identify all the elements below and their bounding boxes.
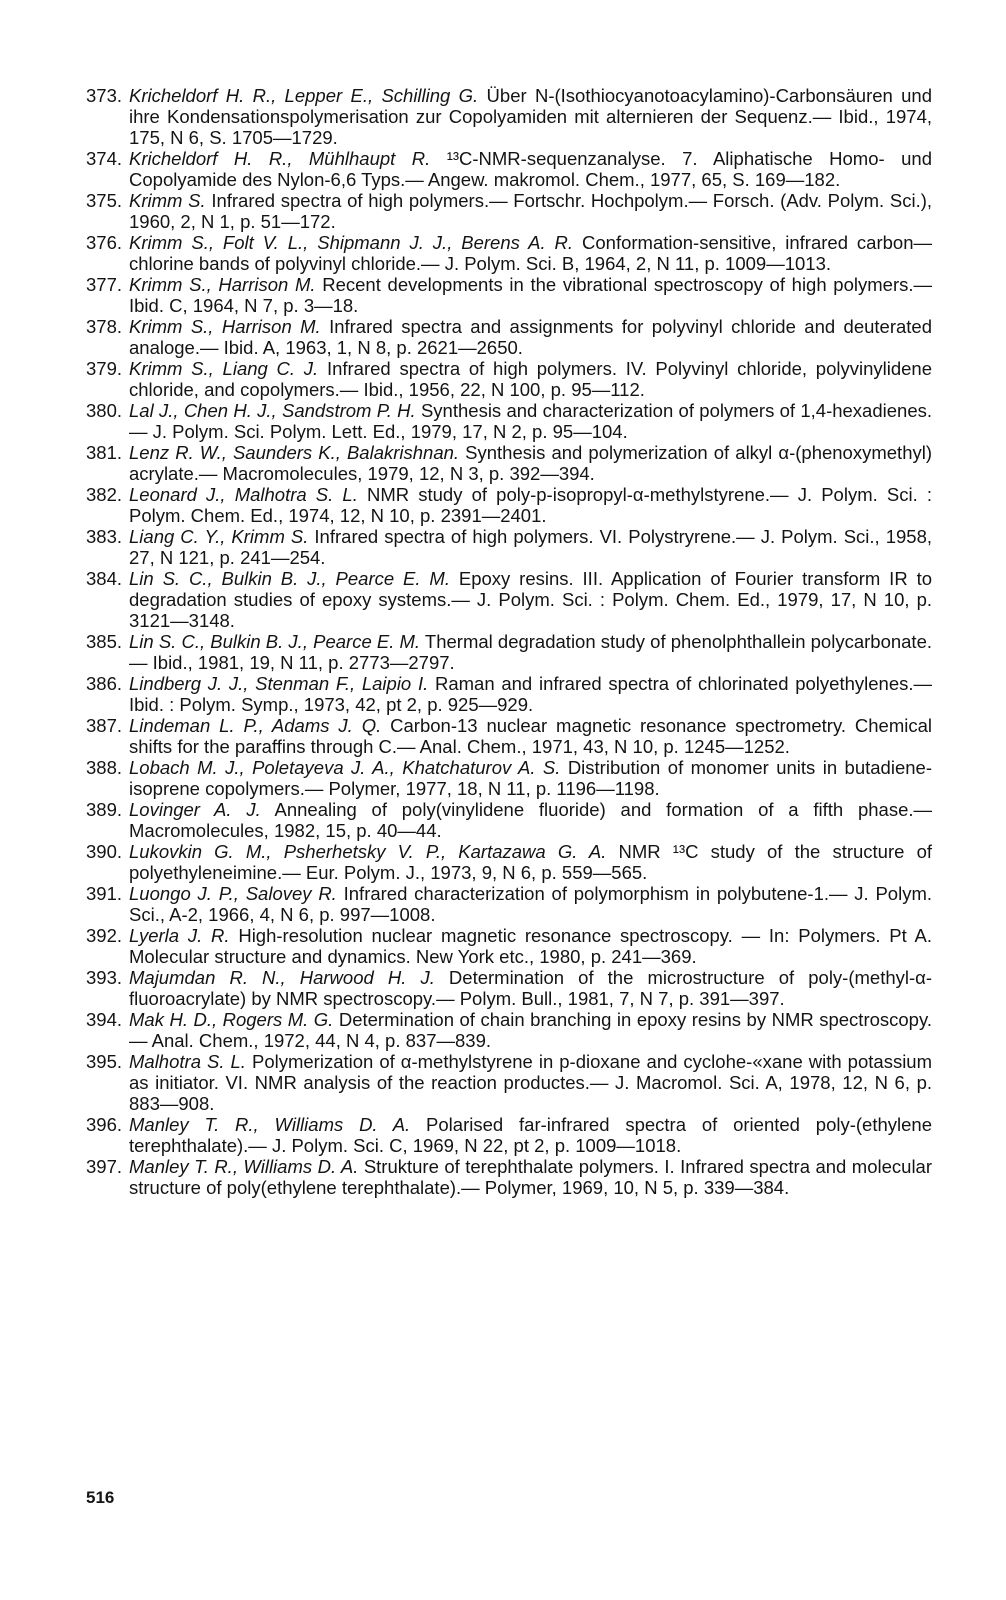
reference-authors: Lindberg J. J., Stenman F., Laipio I. <box>129 673 429 694</box>
reference-number: 397. <box>86 1156 123 1177</box>
reference-authors: Krimm S., Harrison M. <box>129 316 321 337</box>
reference-text: Polarised far-infrared spectra of oriented poly-(ethylene terephthalate).— J. Polym. Sci. C, 1969, N 22, pt 2, p. 1009—1018. <box>129 1114 932 1156</box>
reference-authors: Manley T. R., Williams D. A. <box>129 1114 411 1135</box>
reference-entry <box>86 1114 932 1156</box>
reference-number: 375. <box>86 190 123 211</box>
reference-text: Distribution of monomer units in butadiene-isoprene copolymers.— Polymer, 1977, 18, N 11, p. 1196—1198. <box>129 757 932 799</box>
reference-text: Recent developments in the vibrational spectroscopy of high polymers.— Ibid. C, 1964, N 7, p. 3—18. <box>129 274 932 316</box>
reference-authors: Malhotra S. L. <box>129 1051 246 1072</box>
reference-text: Determination of the microstructure of poly-(methyl-α-fluoroacrylate) by NMR spectroscopy.— Polym. Bull., 1981, 7, N 7, p. 391—397. <box>129 967 932 1009</box>
reference-entry <box>86 925 932 967</box>
reference-authors: Krimm S., Harrison M. <box>129 274 316 295</box>
reference-authors: Majumdan R. N., Harwood H. J. <box>129 967 435 988</box>
reference-text: High-resolution nuclear magnetic resonance spectroscopy. — In: Polymers. Pt A. Molecular structure and dynamics. New York etc., 1980, p. 241—369. <box>129 925 932 967</box>
reference-text: Infrared spectra and assignments for polyvinyl chloride and deuterated analoge.— Ibid. A, 1963, 1, N 8, p. 2621—2650. <box>129 316 932 358</box>
reference-entry <box>86 232 932 274</box>
reference-entry <box>86 274 932 316</box>
reference-entry <box>86 841 932 883</box>
reference-number: 377. <box>86 274 123 295</box>
reference-number: 395. <box>86 1051 123 1072</box>
reference-authors: Lovinger A. J. <box>129 799 261 820</box>
reference-number: 374. <box>86 148 123 169</box>
reference-number: 381. <box>86 442 123 463</box>
reference-text: Über N-(Isothiocyanotoacylamino)-Carbonsäuren und ihre Kondensationspolymerisation zur Copolyamiden mit alternieren der Sequenz.— Ibid., 1974, 175, N 6, S. 1705—1729. <box>129 85 933 148</box>
reference-entry <box>86 85 932 148</box>
reference-entry <box>86 484 932 526</box>
reference-text: Synthesis and characterization of polymers of 1,4-hexadienes.— J. Polym. Sci. Polym. Lett. Ed., 1979, 17, N 2, p. 95—104. <box>129 400 933 442</box>
reference-entry <box>86 631 932 673</box>
reference-entry <box>86 673 932 715</box>
reference-number: 385. <box>86 631 123 652</box>
reference-number: 373. <box>86 85 123 106</box>
reference-number: 390. <box>86 841 123 862</box>
reference-authors: Lal J., Chen H. J., Sandstrom P. H. <box>129 400 416 421</box>
reference-number: 393. <box>86 967 123 988</box>
reference-authors: Lobach M. J., Poletayeva J. A., Khatchaturov A. S. <box>129 757 561 778</box>
reference-text: Epoxy resins. III. Application of Fourier transform IR to degradation studies of epoxy systems.— J. Polym. Sci. : Polym. Chem. Ed., 1979, 17, N 10, p. 3121—3148. <box>129 568 933 631</box>
reference-authors: Lin S. C., Bulkin B. J., Pearce E. M. <box>129 568 450 589</box>
reference-entry <box>86 757 932 799</box>
reference-authors: Kricheldorf H. R., Mühlhaupt R. <box>129 148 431 169</box>
reference-number: 386. <box>86 673 123 694</box>
reference-number: 380. <box>86 400 123 421</box>
reference-authors: Mak H. D., Rogers M. G. <box>129 1009 334 1030</box>
reference-entry <box>86 442 932 484</box>
reference-number: 379. <box>86 358 123 379</box>
reference-number: 391. <box>86 883 123 904</box>
page-number: 516 <box>86 1488 115 1507</box>
reference-authors: Krimm S., Liang C. J. <box>129 358 319 379</box>
reference-entry <box>86 316 932 358</box>
reference-entry <box>86 148 932 190</box>
reference-entry <box>86 400 932 442</box>
reference-number: 388. <box>86 757 123 778</box>
reference-authors: Manley T. R., Williams D. A. <box>129 1156 359 1177</box>
reference-text: Strukture of terephthalate polymers. I. Infrared spectra and molecular structure of poly(ethylene terephthalate).— Polymer, 1969, 10, N 5, p. 339—384. <box>129 1156 932 1198</box>
reference-number: 376. <box>86 232 123 253</box>
reference-number: 392. <box>86 925 123 946</box>
reference-number: 382. <box>86 484 123 505</box>
reference-number: 378. <box>86 316 123 337</box>
reference-number: 387. <box>86 715 123 736</box>
reference-number: 394. <box>86 1009 123 1030</box>
reference-text: Polymerization of α-methylstyrene in p-dioxane and cyclohe-«xane with potassium as initiator. VI. NMR analysis of the reaction productes.— J. Macromol. Sci. A, 1978, 12, N 6, p. 883—908. <box>129 1051 932 1114</box>
reference-authors: Krimm S., Folt V. L., Shipmann J. J., Berens A. R. <box>129 232 574 253</box>
reference-entry <box>86 358 932 400</box>
reference-authors: Lin S. C., Bulkin B. J., Pearce E. M. <box>129 631 421 652</box>
reference-text: Synthesis and polymerization of alkyl α-(phenoxymethyl) acrylate.— Macromolecules, 1979, 12, N 3, p. 392—394. <box>129 442 932 484</box>
reference-entry <box>86 568 932 631</box>
reference-text: Infrared spectra of high polymers.— Fortschr. Hochpolym.— Forsch. (Adv. Polym. Sci.), 1960, 2, N 1, p. 51—172. <box>129 190 933 232</box>
reference-entry <box>86 190 932 232</box>
reference-text: Annealing of poly(vinylidene fluoride) and formation of a fifth phase.— Macromolecules, 1982, 15, p. 40—44. <box>129 799 932 841</box>
reference-text: Determination of chain branching in epoxy resins by NMR spectroscopy.— Anal. Chem., 1972, 44, N 4, p. 837—839. <box>129 1009 932 1051</box>
reference-entry <box>86 526 932 568</box>
reference-text: Thermal degradation study of phenolphthallein polycarbonate.— Ibid., 1981, 19, N 11, p. 2773—2797. <box>129 631 933 673</box>
reference-text: ¹³C-NMR-sequenzanalyse. 7. Aliphatische Homo- und Copolyamide des Nylon-6,6 Typs.— Angew. makromol. Chem., 1977, 65, S. 169—182. <box>129 148 932 190</box>
reference-text: Infrared spectra of high polymers. VI. Polystryrene.— J. Polym. Sci., 1958, 27, N 121, p. 241—254. <box>129 526 933 568</box>
reference-authors: Leonard J., Malhotra S. L. <box>129 484 358 505</box>
reference-text: NMR ¹³C study of the structure of polyethyleneimine.— Eur. Polym. J., 1973, 9, N 6, p. 559—565. <box>129 841 932 883</box>
reference-list <box>86 85 932 1198</box>
reference-text: Conformation-sensitive, infrared carbon—chlorine bands of polyvinyl chloride.— J. Polym. Sci. B, 1964, 2, N 11, p. 1009—1013. <box>129 232 932 274</box>
reference-entry <box>86 883 932 925</box>
reference-authors: Lindeman L. P., Adams J. Q. <box>129 715 382 736</box>
reference-entry <box>86 1009 932 1051</box>
reference-entry <box>86 715 932 757</box>
reference-text: Infrared characterization of polymorphism in polybutene-1.— J. Polym. Sci., A-2, 1966, 4, N 6, p. 997—1008. <box>129 883 933 925</box>
reference-number: 389. <box>86 799 123 820</box>
reference-authors: Lenz R. W., Saunders K., Balakrishnan. <box>129 442 460 463</box>
reference-number: 396. <box>86 1114 123 1135</box>
reference-authors: Luongo J. P., Salovey R. <box>129 883 337 904</box>
reference-entry <box>86 799 932 841</box>
reference-text: Infrared spectra of high polymers. IV. Polyvinyl chloride, polyvinylidene chloride, and copolymers.— Ibid., 1956, 22, N 100, p. 95—112. <box>129 358 933 400</box>
reference-authors: Liang C. Y., Krimm S. <box>129 526 309 547</box>
reference-entry <box>86 967 932 1009</box>
reference-entry <box>86 1156 932 1198</box>
reference-text: NMR study of poly-p-isopropyl-α-methylstyrene.— J. Polym. Sci. : Polym. Chem. Ed., 1974, 12, N 10, p. 2391—2401. <box>129 484 932 526</box>
reference-authors: Kricheldorf H. R., Lepper E., Schilling G. <box>129 85 479 106</box>
reference-number: 384. <box>86 568 123 589</box>
reference-authors: Lukovkin G. M., Psherhetsky V. P., Kartazawa G. A. <box>129 841 607 862</box>
reference-number: 383. <box>86 526 123 547</box>
reference-entry <box>86 1051 932 1114</box>
reference-authors: Krimm S. <box>129 190 206 211</box>
reference-text: Raman and infrared spectra of chlorinated polyethylenes.— Ibid. : Polym. Symp., 1973, 42, pt 2, p. 925—929. <box>129 673 932 715</box>
reference-authors: Lyerla J. R. <box>129 925 230 946</box>
reference-text: Carbon-13 nuclear magnetic resonance spectrometry. Chemical shifts for the paraffins through C.— Anal. Chem., 1971, 43, N 10, p. 1245—1252. <box>129 715 932 757</box>
